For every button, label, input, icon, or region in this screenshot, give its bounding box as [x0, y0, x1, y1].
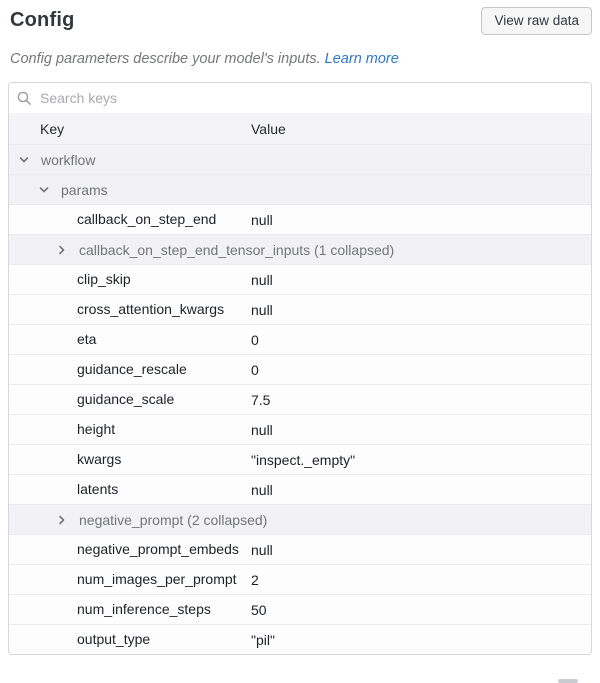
tree-group-label: callback_on_step_end_tensor_inputs (1 collapsed) [79, 241, 395, 258]
config-key: clip_skip [77, 270, 131, 287]
config-key: guidance_rescale [77, 360, 187, 377]
search-bar [9, 83, 591, 113]
config-key-row [9, 534, 591, 564]
config-value: null [251, 421, 273, 438]
config-panel [8, 82, 592, 655]
config-value: null [251, 481, 273, 498]
config-key: kwargs [77, 450, 122, 467]
config-table-rows [9, 144, 591, 654]
config-key: num_images_per_prompt [77, 570, 237, 587]
config-key: guidance_scale [77, 390, 175, 407]
config-value: 0 [251, 331, 259, 348]
scrollbar-thumb[interactable] [558, 679, 578, 683]
config-key: negative_prompt_embeds [77, 540, 239, 557]
config-description-text: Config parameters describe your model's inputs. [10, 51, 321, 67]
config-key-row [9, 324, 591, 354]
chevron-right-icon[interactable] [56, 244, 68, 256]
config-key-row [9, 414, 591, 444]
config-key: callback_on_step_end [77, 210, 217, 227]
config-key: latents [77, 480, 119, 497]
chevron-down-icon[interactable] [18, 154, 30, 166]
key-column-header: Key [40, 120, 65, 137]
config-key-row [9, 474, 591, 504]
config-value: null [251, 211, 273, 228]
tree-group-row[interactable] [9, 234, 591, 264]
config-value: null [251, 301, 273, 318]
view-raw-data-button[interactable]: View raw data [481, 7, 592, 35]
value-column-header: Value [251, 120, 286, 137]
search-keys-input[interactable] [38, 89, 591, 107]
learn-more-link[interactable]: Learn more [324, 51, 399, 67]
config-key-row [9, 594, 591, 624]
config-value: "pil" [251, 631, 275, 648]
page-title: Config [10, 9, 75, 31]
tree-group-row[interactable] [9, 144, 591, 174]
config-key-row [9, 564, 591, 594]
search-icon [16, 90, 33, 107]
chevron-right-icon[interactable] [56, 514, 68, 526]
config-key-row [9, 624, 591, 654]
config-key: eta [77, 330, 97, 347]
config-value: 2 [251, 571, 259, 588]
config-value: 7.5 [251, 391, 271, 408]
table-header [9, 113, 591, 144]
config-key-row [9, 264, 591, 294]
tree-group-label: workflow [41, 151, 96, 168]
config-value: "inspect._empty" [251, 451, 356, 468]
config-value: null [251, 271, 273, 288]
config-description [10, 51, 592, 67]
config-value: 50 [251, 601, 267, 618]
config-key-row [9, 294, 591, 324]
config-key: height [77, 420, 116, 437]
config-key-row [9, 354, 591, 384]
chevron-down-icon[interactable] [38, 184, 50, 196]
config-key-row [9, 204, 591, 234]
tree-group-row[interactable] [9, 504, 591, 534]
config-key-row [9, 444, 591, 474]
config-value: null [251, 541, 273, 558]
config-key: output_type [77, 630, 151, 647]
config-value: 0 [251, 361, 259, 378]
config-key-row [9, 384, 591, 414]
config-key: cross_attention_kwargs [77, 300, 225, 317]
tree-group-label: params [61, 181, 108, 198]
config-key: num_inference_steps [77, 600, 211, 617]
config-section-header [0, 0, 600, 67]
tree-group-label: negative_prompt (2 collapsed) [79, 511, 268, 528]
tree-group-row[interactable] [9, 174, 591, 204]
